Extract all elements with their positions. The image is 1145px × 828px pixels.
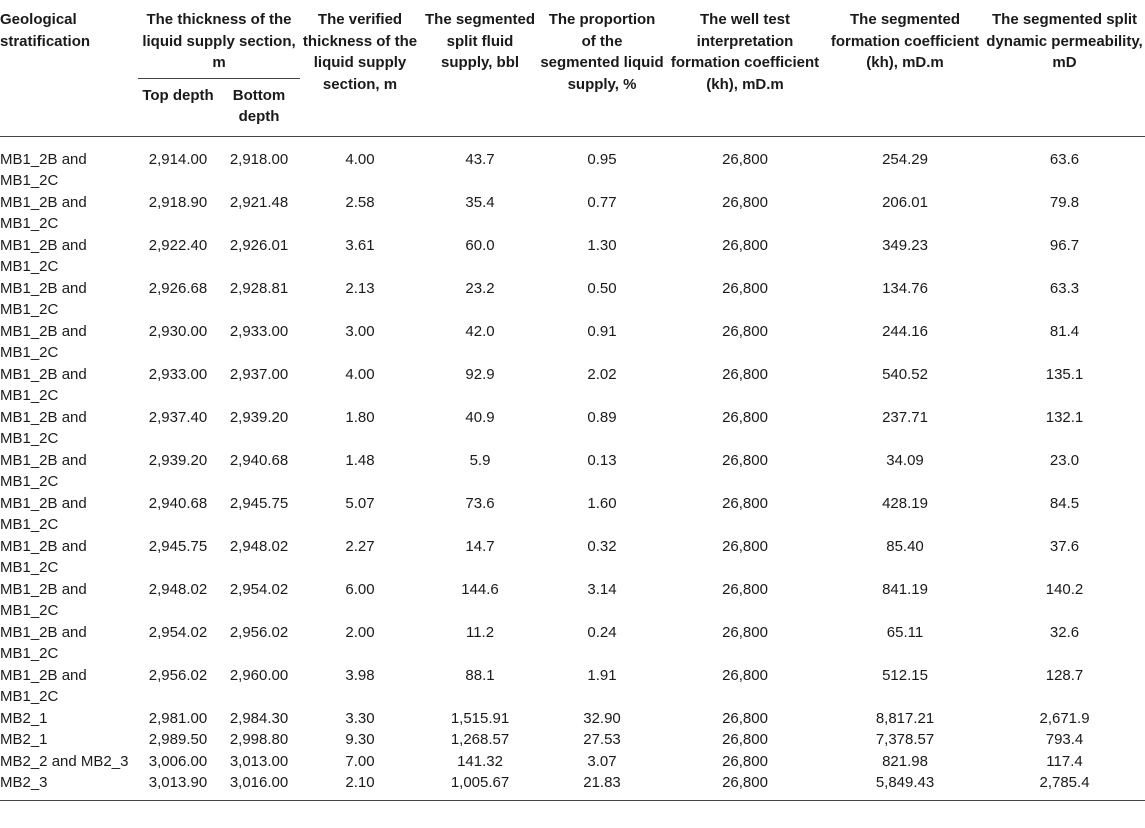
cell-top-depth: 2,918.90 xyxy=(148,193,208,211)
cell-segmented-fluid: 43.7 xyxy=(465,150,495,168)
cell-stratification: MB2_1 xyxy=(0,731,48,748)
cell-top-depth: 2,956.02 xyxy=(148,666,208,684)
table-row xyxy=(0,729,1145,751)
cell-top-depth: 2,933.00 xyxy=(148,365,208,383)
cell-stratification: MB1_2B and MB1_2C xyxy=(0,666,87,705)
cell-bottom-depth: 2,918.00 xyxy=(229,150,289,168)
cell-segmented-fluid: 88.1 xyxy=(465,666,495,684)
cell-verified-thickness: 3.00 xyxy=(345,322,375,340)
cell-proportion: 27.53 xyxy=(583,731,621,748)
cell-bottom-depth: 2,956.02 xyxy=(229,623,289,641)
cell-segmented-fluid: 1,515.91 xyxy=(450,709,510,727)
cell-segmented-coefficient: 134.76 xyxy=(882,279,928,297)
cell-well-test: 26,800 xyxy=(722,365,768,383)
cell-bottom-depth: 2,948.02 xyxy=(229,537,289,555)
cell-segmented-permeability: 132.1 xyxy=(1045,408,1084,426)
cell-bottom-depth: 2,960.00 xyxy=(229,666,289,684)
cell-verified-thickness: 2.58 xyxy=(345,193,375,211)
cell-proportion: 0.50 xyxy=(587,279,617,297)
cell-proportion: 2.02 xyxy=(587,365,617,383)
cell-stratification: MB1_2B and MB1_2C xyxy=(0,279,87,318)
cell-well-test: 26,800 xyxy=(722,408,768,426)
cell-segmented-fluid: 40.9 xyxy=(465,408,495,426)
cell-proportion: 21.83 xyxy=(583,774,621,791)
cell-verified-thickness: 3.98 xyxy=(345,666,375,684)
cell-well-test: 26,800 xyxy=(722,279,768,297)
cell-segmented-permeability: 79.8 xyxy=(1049,193,1080,211)
cell-stratification: MB1_2B and MB1_2C xyxy=(0,150,87,189)
cell-top-depth: 2,939.20 xyxy=(148,451,208,469)
cell-well-test: 26,800 xyxy=(722,537,768,555)
table-row xyxy=(0,622,1145,665)
cell-bottom-depth: 2,954.02 xyxy=(229,580,289,598)
table-row xyxy=(0,364,1145,407)
cell-stratification: MB1_2B and MB1_2C xyxy=(0,193,87,232)
cell-well-test: 26,800 xyxy=(722,322,768,340)
cell-segmented-fluid: 1,005.67 xyxy=(450,774,510,791)
cell-proportion: 1.91 xyxy=(587,666,617,684)
cell-stratification: MB2_2 and MB2_3 xyxy=(0,752,129,770)
cell-stratification: MB1_2B and MB1_2C xyxy=(0,537,87,576)
cell-proportion: 0.32 xyxy=(587,537,617,555)
header-bottom-depth: Bottom depth xyxy=(232,86,286,125)
cell-segmented-coefficient: 8,817.21 xyxy=(875,709,935,727)
cell-verified-thickness: 2.27 xyxy=(345,537,375,555)
cell-proportion: 0.13 xyxy=(587,451,617,469)
cell-verified-thickness: 4.00 xyxy=(345,150,375,168)
table-row xyxy=(0,751,1145,773)
cell-verified-thickness: 7.00 xyxy=(345,752,375,770)
cell-well-test: 26,800 xyxy=(722,709,768,727)
table-row xyxy=(0,772,1145,794)
cell-top-depth: 2,954.02 xyxy=(148,623,208,641)
cell-segmented-fluid: 35.4 xyxy=(465,193,495,211)
cell-verified-thickness: 1.48 xyxy=(345,451,375,469)
table-row xyxy=(0,407,1145,450)
cell-verified-thickness: 3.61 xyxy=(345,236,375,254)
cell-segmented-fluid: 92.9 xyxy=(465,365,495,383)
cell-segmented-fluid: 1,268.57 xyxy=(450,731,510,748)
table-row xyxy=(0,278,1145,321)
cell-segmented-coefficient: 5,849.43 xyxy=(875,774,935,791)
cell-top-depth: 2,948.02 xyxy=(148,580,208,598)
cell-verified-thickness: 6.00 xyxy=(345,580,375,598)
cell-well-test: 26,800 xyxy=(722,774,768,791)
cell-well-test: 26,800 xyxy=(722,752,768,770)
cell-verified-thickness: 5.07 xyxy=(345,494,375,512)
cell-well-test: 26,800 xyxy=(722,731,768,748)
cell-verified-thickness: 2.13 xyxy=(345,279,375,297)
cell-segmented-fluid: 11.2 xyxy=(465,623,495,641)
cell-bottom-depth: 2,933.00 xyxy=(229,322,289,340)
cell-verified-thickness: 2.10 xyxy=(345,774,375,791)
cell-stratification: MB2_1 xyxy=(0,709,48,727)
cell-verified-thickness: 2.00 xyxy=(345,623,375,641)
cell-proportion: 1.30 xyxy=(587,236,617,254)
cell-segmented-coefficient: 7,378.57 xyxy=(875,731,935,748)
cell-segmented-fluid: 60.0 xyxy=(465,236,495,254)
cell-bottom-depth: 2,998.80 xyxy=(229,731,289,748)
cell-stratification: MB1_2B and MB1_2C xyxy=(0,365,87,404)
cell-segmented-coefficient: 540.52 xyxy=(882,365,928,383)
cell-stratification: MB1_2B and MB1_2C xyxy=(0,322,87,361)
table-row xyxy=(0,536,1145,579)
cell-stratification: MB1_2B and MB1_2C xyxy=(0,494,87,533)
cell-segmented-permeability: 23.0 xyxy=(1049,451,1080,469)
cell-segmented-coefficient: 85.40 xyxy=(886,537,924,555)
cell-stratification: MB1_2B and MB1_2C xyxy=(0,623,87,662)
cell-segmented-coefficient: 841.19 xyxy=(882,580,928,598)
cell-segmented-permeability: 128.7 xyxy=(1045,666,1084,684)
table-row xyxy=(0,321,1145,364)
cell-segmented-permeability: 81.4 xyxy=(1049,322,1080,340)
cell-bottom-depth: 3,013.00 xyxy=(229,752,289,770)
cell-well-test: 26,800 xyxy=(722,150,768,168)
cell-well-test: 26,800 xyxy=(722,193,768,211)
cell-well-test: 26,800 xyxy=(722,666,768,684)
header-proportion: The proportion of the segmented liquid supply, % xyxy=(540,11,664,93)
cell-top-depth: 2,930.00 xyxy=(148,322,208,340)
cell-segmented-coefficient: 34.09 xyxy=(886,451,924,469)
cell-segmented-coefficient: 237.71 xyxy=(882,408,928,426)
table-row xyxy=(0,136,1145,192)
table-row xyxy=(0,493,1145,536)
table-row xyxy=(0,192,1145,235)
cell-stratification: MB1_2B and MB1_2C xyxy=(0,408,87,447)
cell-bottom-depth: 2,937.00 xyxy=(229,365,289,383)
cell-top-depth: 2,981.00 xyxy=(148,709,208,727)
cell-segmented-permeability: 84.5 xyxy=(1049,494,1080,512)
cell-proportion: 0.95 xyxy=(587,150,617,168)
header-verified-thickness: The verified thickness of the liquid supply section, m xyxy=(302,11,418,93)
cell-segmented-coefficient: 428.19 xyxy=(882,494,928,512)
cell-segmented-permeability: 140.2 xyxy=(1045,580,1084,598)
cell-segmented-coefficient: 206.01 xyxy=(882,193,928,211)
cell-bottom-depth: 3,016.00 xyxy=(229,774,289,791)
cell-proportion: 0.24 xyxy=(587,623,617,641)
table-header xyxy=(0,0,1145,136)
cell-stratification: MB1_2B and MB1_2C xyxy=(0,451,87,490)
cell-segmented-coefficient: 244.16 xyxy=(882,322,928,340)
cell-segmented-coefficient: 512.15 xyxy=(882,666,928,684)
cell-segmented-permeability: 793.4 xyxy=(1045,731,1084,748)
header-top-depth: Top depth xyxy=(142,86,214,104)
cell-segmented-fluid: 73.6 xyxy=(465,494,495,512)
table-row xyxy=(0,579,1145,622)
cell-segmented-permeability: 96.7 xyxy=(1049,236,1080,254)
cell-segmented-permeability: 117.4 xyxy=(1046,752,1083,770)
cell-well-test: 26,800 xyxy=(722,623,768,641)
cell-segmented-permeability: 2,785.4 xyxy=(1039,774,1090,791)
cell-verified-thickness: 1.80 xyxy=(345,408,375,426)
cell-verified-thickness: 4.00 xyxy=(345,365,375,383)
table-row xyxy=(0,665,1145,708)
cell-stratification: MB2_3 xyxy=(0,774,48,791)
cell-segmented-permeability: 2,671.9 xyxy=(1039,709,1090,727)
table-row xyxy=(0,708,1145,730)
header-segmented-permeability: The segmented split dynamic permeability, mD xyxy=(986,11,1143,71)
cell-proportion: 0.77 xyxy=(587,193,617,211)
cell-stratification: MB1_2B and MB1_2C xyxy=(0,236,87,275)
cell-segmented-coefficient: 254.29 xyxy=(882,150,928,168)
cell-stratification: MB1_2B and MB1_2C xyxy=(0,580,87,619)
table-bottom-rule xyxy=(0,794,1145,801)
cell-top-depth: 2,945.75 xyxy=(148,537,208,555)
cell-segmented-fluid: 14.7 xyxy=(465,537,495,555)
cell-verified-thickness: 9.30 xyxy=(345,731,375,748)
cell-bottom-depth: 2,926.01 xyxy=(229,236,289,254)
cell-proportion: 32.90 xyxy=(583,709,621,727)
header-segmented-fluid: The segmented split fluid supply, bbl xyxy=(425,11,536,71)
cell-top-depth: 2,940.68 xyxy=(148,494,208,512)
cell-bottom-depth: 2,939.20 xyxy=(229,408,289,426)
cell-top-depth: 2,937.40 xyxy=(148,408,208,426)
cell-bottom-depth: 2,921.48 xyxy=(229,193,289,211)
cell-segmented-coefficient: 821.98 xyxy=(882,752,928,770)
header-thickness-group: The thickness of the liquid supply section, m xyxy=(138,0,300,78)
cell-well-test: 26,800 xyxy=(722,494,768,512)
cell-top-depth: 3,013.90 xyxy=(148,774,208,791)
cell-well-test: 26,800 xyxy=(722,236,768,254)
cell-well-test: 26,800 xyxy=(722,451,768,469)
cell-segmented-fluid: 23.2 xyxy=(465,279,495,297)
table-body xyxy=(0,136,1145,800)
cell-proportion: 1.60 xyxy=(587,494,617,512)
cell-bottom-depth: 2,928.81 xyxy=(229,279,289,297)
table-row xyxy=(0,235,1145,278)
cell-proportion: 3.07 xyxy=(587,752,617,770)
cell-segmented-coefficient: 349.23 xyxy=(882,236,928,254)
cell-segmented-fluid: 5.9 xyxy=(469,451,491,469)
cell-proportion: 0.89 xyxy=(587,408,617,426)
cell-segmented-fluid: 144.6 xyxy=(461,580,499,598)
cell-segmented-permeability: 63.6 xyxy=(1049,150,1080,168)
header-segmented-coefficient: The segmented formation coefficient (kh), mD.m xyxy=(830,11,980,71)
cell-well-test: 26,800 xyxy=(722,580,768,598)
cell-segmented-permeability: 63.3 xyxy=(1049,279,1080,297)
table-row xyxy=(0,450,1145,493)
cell-segmented-fluid: 141.32 xyxy=(457,752,503,770)
cell-proportion: 3.14 xyxy=(587,580,617,598)
cell-top-depth: 2,922.40 xyxy=(148,236,208,254)
header-stratification: Geological stratification xyxy=(0,11,91,50)
cell-top-depth: 2,989.50 xyxy=(148,731,208,748)
cell-bottom-depth: 2,945.75 xyxy=(229,494,289,512)
cell-segmented-coefficient: 65.11 xyxy=(886,623,924,641)
header-well-test: The well test interpretation formation coefficient (kh), mD.m xyxy=(670,11,820,93)
cell-segmented-permeability: 32.6 xyxy=(1049,623,1080,641)
cell-bottom-depth: 2,984.30 xyxy=(229,709,289,727)
cell-top-depth: 3,006.00 xyxy=(148,752,208,770)
cell-top-depth: 2,926.68 xyxy=(148,279,208,297)
cell-proportion: 0.91 xyxy=(587,322,617,340)
cell-bottom-depth: 2,940.68 xyxy=(229,451,289,469)
cell-segmented-fluid: 42.0 xyxy=(465,322,495,340)
cell-segmented-permeability: 135.1 xyxy=(1045,365,1084,383)
cell-segmented-permeability: 37.6 xyxy=(1049,537,1080,555)
cell-top-depth: 2,914.00 xyxy=(148,150,208,168)
cell-verified-thickness: 3.30 xyxy=(345,709,375,727)
